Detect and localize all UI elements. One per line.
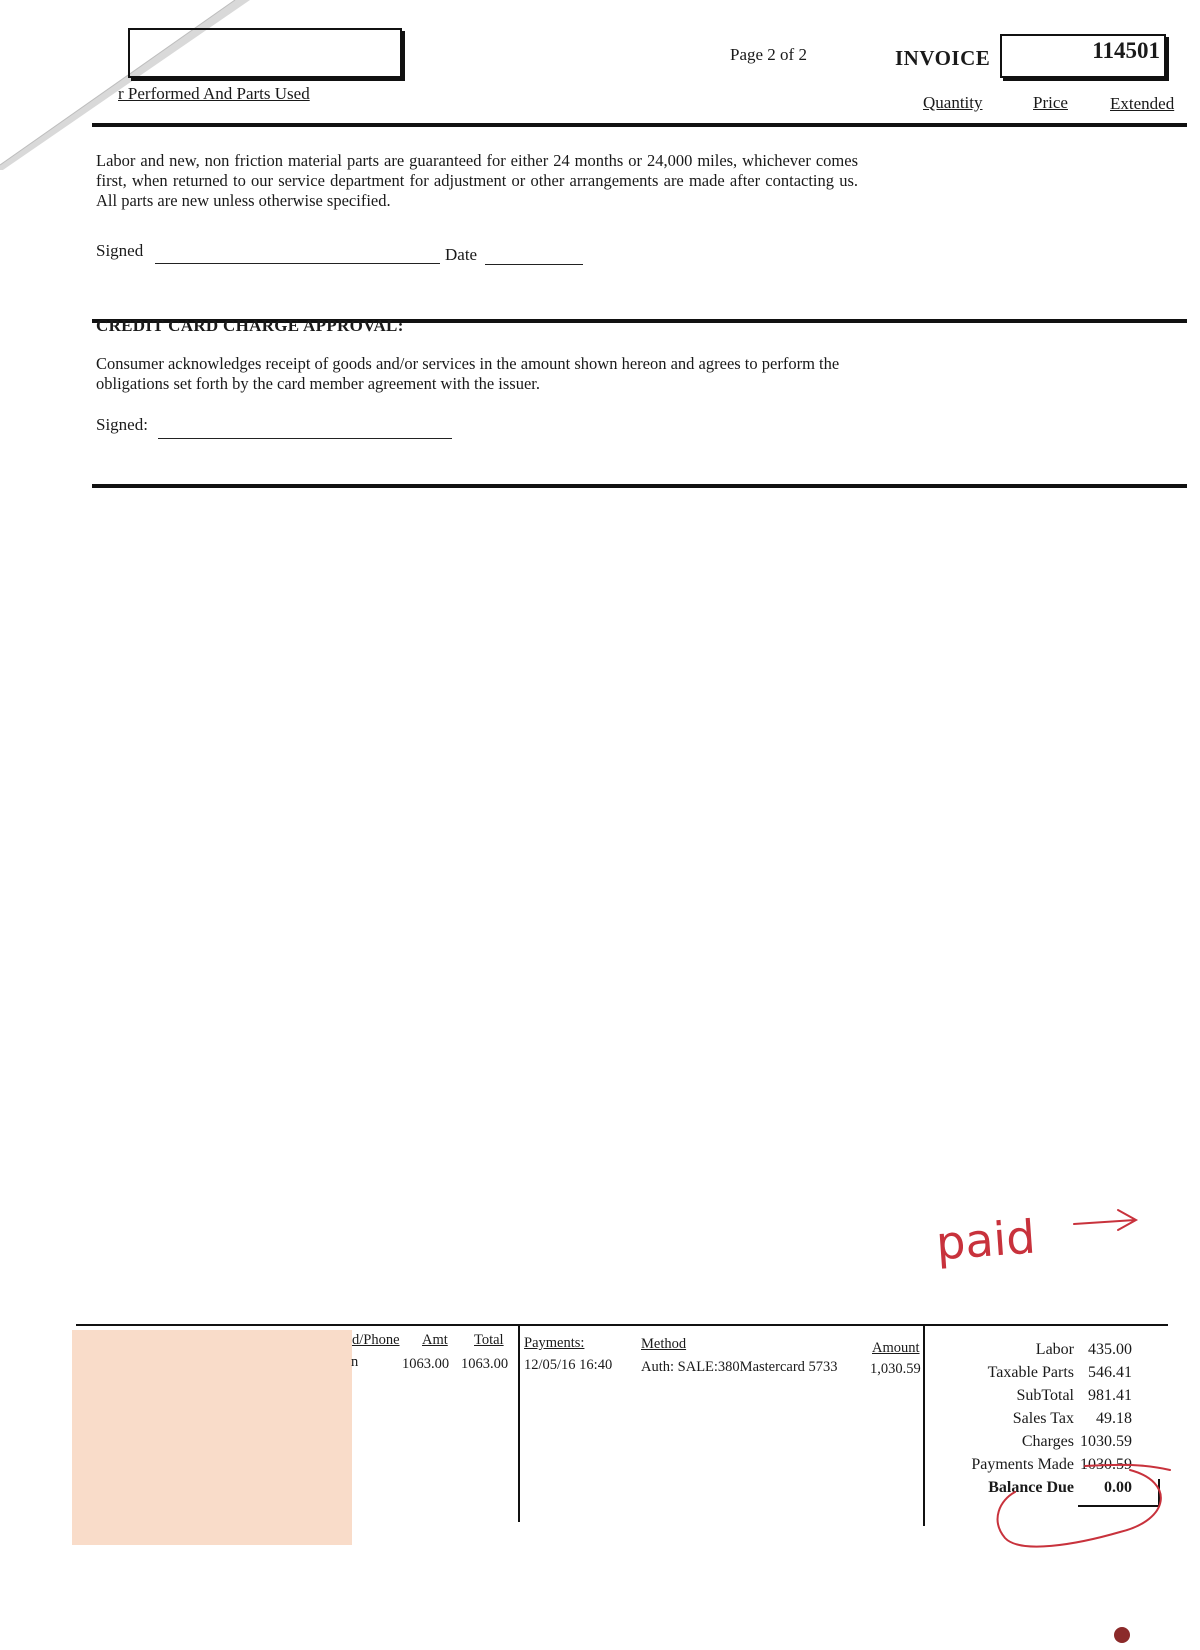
credit-card-signature-line [158,438,452,439]
summary-sales-tax: 49.18 [1096,1410,1132,1427]
summary-labor-label: Labor [1035,1341,1074,1358]
credit-card-text: Consumer acknowledges receipt of goods and/or services in the amount shown hereon and agrees to perform the obligations set forth by the card member agreement with the issuer. [96,354,840,393]
summary-balance-due: 0.00 [1104,1479,1132,1496]
guarantee-signature-line [155,263,440,264]
payments-left-border [518,1326,520,1522]
summary-subtotal-label: SubTotal [1016,1387,1074,1404]
payment-method: Auth: SALE:380Mastercard 5733 [641,1359,838,1375]
section-bottom-divider [92,484,1187,488]
totals-top-rule [76,1324,1168,1326]
summary-taxable-parts: 546.41 [1088,1364,1132,1381]
summary-charges-label: Charges [1021,1433,1074,1450]
column-header-quantity: Quantity [923,93,983,112]
paid-handwriting: paid [934,1209,1038,1271]
credit-card-signed-label: Signed: [96,415,148,434]
payment-date: 12/05/16 16:40 [524,1357,613,1373]
payments-method-header: Method [641,1336,687,1352]
guarantee-date-line [485,264,583,265]
credit-card-title: CREDIT CARD CHARGE APPROVAL: [96,316,404,335]
column-header-extended: Extended [1110,94,1175,113]
guarantee-signed-label: Signed [96,241,144,260]
header-divider [92,123,1187,127]
billing-method-phone-header: d/Phone [352,1332,400,1348]
guarantee-text: Labor and new, non friction material parts are guaranteed for either 24 months or 24,000 miles, whichever comes first, when returned to our service department for adjustment or other arrangements are made after contacting us. All parts are new unless otherwise specified. [96,151,858,210]
summary-sales-tax-label: Sales Tax [1012,1410,1074,1427]
payments-amount-header: Amount [872,1340,920,1356]
payments-header: Payments: [524,1335,585,1351]
summary-labor: 435.00 [1088,1341,1132,1358]
summary-taxable-parts-label: Taxable Parts [987,1364,1074,1381]
invoice-number: 114501 [1092,38,1160,63]
guarantee-date-label: Date [445,245,478,264]
ink-blot [1114,1627,1130,1643]
header-name-box [128,28,402,78]
column-header-price: Price [1033,93,1068,112]
section-title: r Performed And Parts Used [118,84,310,103]
billing-amt-header: Amt [422,1332,448,1348]
summary-subtotal: 981.41 [1088,1387,1132,1404]
billing-row-prefix: n [351,1354,359,1370]
paid-arrow [1074,1210,1136,1230]
summary-payments-made-label: Payments Made [971,1456,1074,1473]
summary-balance-due-label: Balance Due [988,1479,1074,1496]
billing-total-header: Total [474,1332,504,1348]
invoice-label: INVOICE [895,46,991,70]
redacted-customer-block [72,1330,352,1545]
billing-amt: 1063.00 [402,1356,450,1372]
summary-payments-made: 1030.59 [1080,1456,1132,1473]
summary-left-border [923,1326,925,1526]
page-number: Page 2 of 2 [730,45,807,64]
summary-charges: 1030.59 [1080,1433,1132,1450]
payment-amount: 1,030.59 [870,1361,921,1377]
billing-total: 1063.00 [461,1356,509,1372]
